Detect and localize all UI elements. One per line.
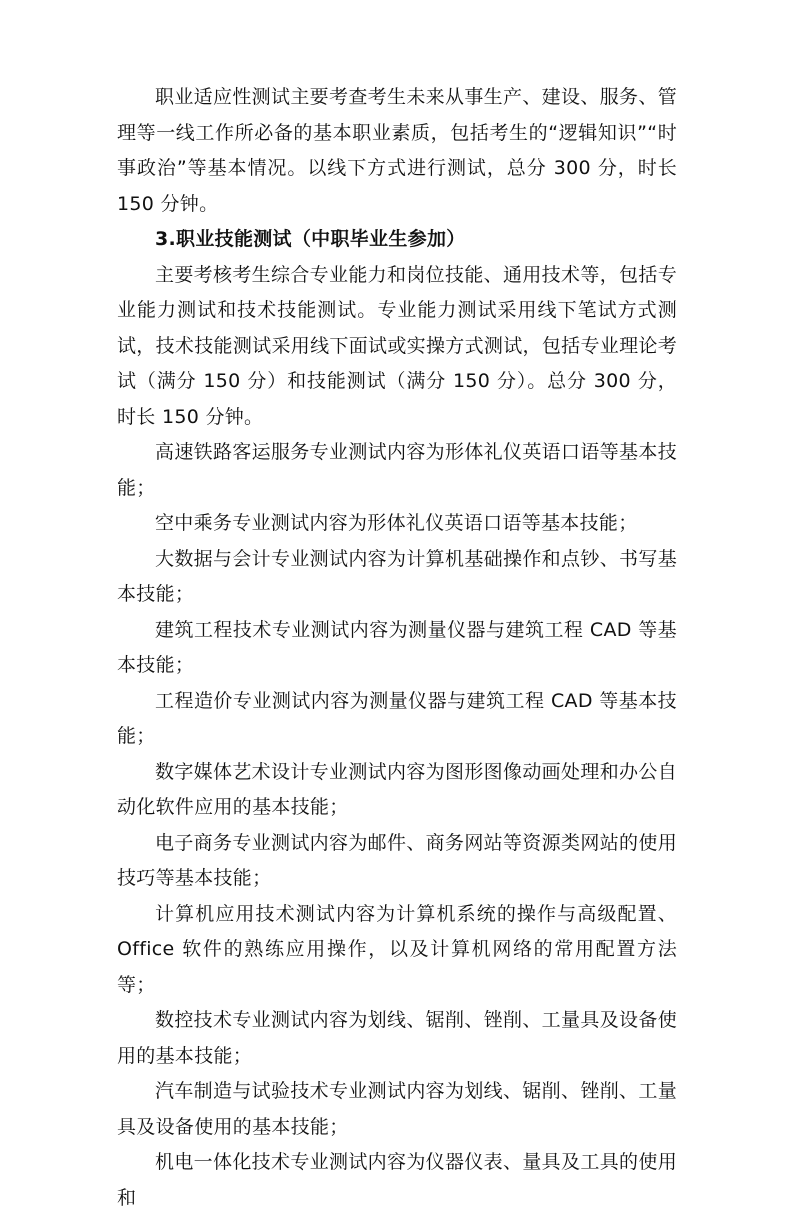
paragraph-cnc: 数控技术专业测试内容为划线、锯削、锉削、工量具及设备使用的基本技能； xyxy=(117,1009,677,1067)
paragraph-flight-attendant: 空中乘务专业测试内容为形体礼仪英语口语等基本技能； xyxy=(155,512,638,534)
paragraph-skills-overview: 主要考核考生综合专业能力和岗位技能、通用技术等，包括专业能力测试和技术技能测试。专业能力测试采用线下笔试方式测试，技术技能测试采用线下面试或实操方式测试，包括专业理论考试（满分 150 分）和技能测试（满分 150 分）。总分 300 分，时长 150 分钟。 xyxy=(117,263,677,428)
section-heading-skills-test: 3.职业技能测试（中职毕业生参加） xyxy=(155,228,466,250)
document-body xyxy=(117,80,677,1216)
paragraph-cost-engineering: 工程造价专业测试内容为测量仪器与建筑工程 CAD 等基本技能； xyxy=(117,689,677,747)
paragraph-automotive: 汽车制造与试验技术专业测试内容为划线、锯削、锉削、工量具及设备使用的基本技能； xyxy=(117,1080,677,1138)
paragraph-computer-application: 计算机应用技术测试内容为计算机系统的操作与高级配置、Office 软件的熟练应用操作，以及计算机网络的常用配置方法等； xyxy=(117,902,677,996)
paragraph-construction: 建筑工程技术专业测试内容为测量仪器与建筑工程 CAD 等基本技能； xyxy=(117,618,677,676)
paragraph-railway-service: 高速铁路客运服务专业测试内容为形体礼仪英语口语等基本技能； xyxy=(117,441,677,499)
paragraph-aptitude-test: 职业适应性测试主要考查考生未来从事生产、建设、服务、管理等一线工作所必备的基本职业素质，包括考生的“逻辑知识”“时事政治”等基本情况。以线下方式进行测试，总分 300 分，时长 150 分钟。 xyxy=(117,86,677,215)
paragraph-mechatronics: 机电一体化技术专业测试内容为仪器仪表、量具及工具的使用和 xyxy=(117,1151,677,1209)
paragraph-accounting: 大数据与会计专业测试内容为计算机基础操作和点钞、书写基本技能； xyxy=(117,547,677,605)
paragraph-digital-media: 数字媒体艺术设计专业测试内容为图形图像动画处理和办公自动化软件应用的基本技能； xyxy=(117,760,677,818)
paragraph-ecommerce: 电子商务专业测试内容为邮件、商务网站等资源类网站的使用技巧等基本技能； xyxy=(117,831,677,889)
